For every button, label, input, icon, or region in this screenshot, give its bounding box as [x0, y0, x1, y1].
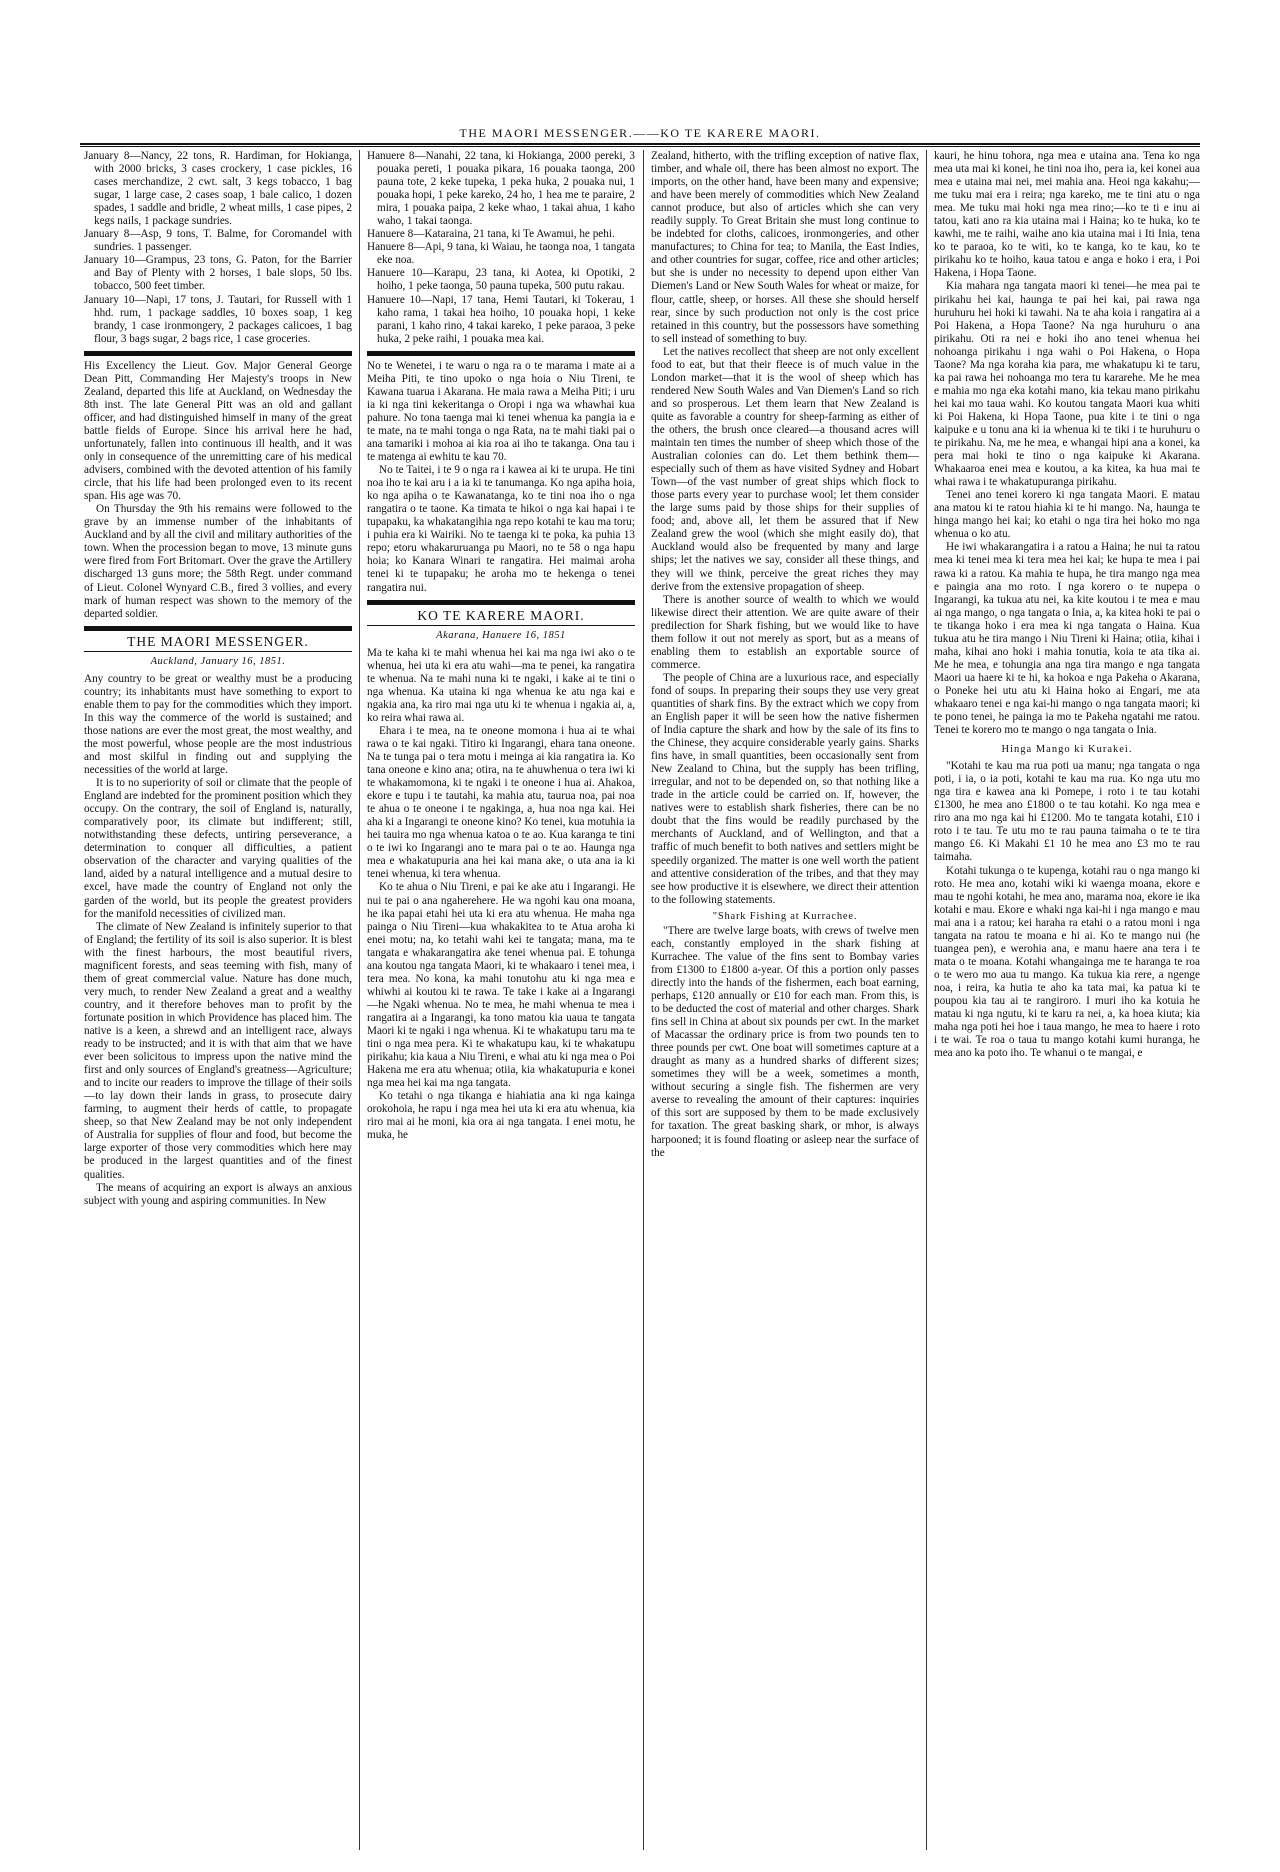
article-paragraph: kauri, he hinu tohora, nga mea e utaina ana. Tena ko nga mea uta mai ki konei, he tini noa iho, pera ia, kei konei aua mea e utaina mai nei, mei mahia ana. Heoi nga kakahu;—me tuku mai era i reira; nga kareko, me te tini atu o nga mea. Me tuku mai hoki nga mea rino;—ko te ti e inu ai tatou, kati ano ra kia utaina mai i Haina; ko te huka, ko te kawhi, me te raihi, waihe ano kia utaina mai i Iti Inia, tena ko te paraoa, ko te witi, ko te kanga, ko te kau, ko te pirikahu ko te hoiho, kaua tatou e anga e hoko i era, i Poi Hakena, i Hopa Taone. [934, 150, 1200, 280]
shipping-entry: January 10—Grampus, 23 tons, G. Paton, for the Barrier and Bay of Plenty with 2 horses, 1 bale slops, 50 lbs. tobacco, 500 feet timber. [84, 254, 352, 293]
column-english-1 [84, 150, 352, 1850]
article-paragraph: Kia mahara nga tangata maori ki tenei—he mea pai te pirikahu hei kai, haunga te pai hei kai, pai rawa nga huruhuru hei hoki ki tawahi. Na te aha koia i rangatira ai a Poi Hakena, a Hopa Taone? Na nga huruhuru o ana pirikahu. Oti ra nei e hoki iho ano tenei whenua hei nohoanga pirikahu i nga wahi o Poi Hakena, o Hopa Taone? Ma nga koraha kia para, me whakatupu ki te taru, ka pai rawa hei nohoanga mo tera tu kararehe. Me he mea e mahia mo nga eka kotahi mano, kia tekau mano pirikahu hei kai mo taua wahi. Ko koutou tangata Maori kua whiti ki Poi Hakena, ki Hopa Taone, pua kite i te tini o nga kaipuke e u tonu ana ki ia whenua ki te tiki i te huruhuru o te pirikahu. Na, me he mea, e whangai hipi ana a konei, ka pera mai hoki te tino o nga kaipuke ki Akarana. Whakaaroa enei mea e koutou, a ka kitea, ka hua mai te whai rawa i te whakatupuranga pirikahu. [934, 280, 1200, 489]
extract-paragraph: "There are twelve large boats, with crews of twelve men each, constantly employed in the shark fishing at Kurrachee. The value of the fins sent to Bombay varies from £1300 to £1800 a-year. Of this a portion only passes directly into the hands of the fishermen, each boat earning, perhaps, £120 annually or £10 for each man. From this, is to be deducted the cost of material and other charges. Shark fins sell in China at about six pounds per cwt. In the market of Macassar the ordinary price is from two pounds ten to three pounds per cwt. One boat will sometimes capture at a draught as many as a hundred sharks of different sizes; sometimes they will be a week, sometimes a month, without securing a single fish. The fishermen are very averse to revealing the amount of their captures: inquiries of this sort are supposed by them to be made exclusively for taxation. The great basking shark, or mhor, is always harpooned; it is found floating or asleep near the surface of the [651, 924, 919, 1159]
shipping-entry: Hanuere 8—Kataraina, 21 tana, ki Te Awamui, he pehi. [367, 228, 615, 241]
section-rule [84, 626, 352, 631]
editorial-paragraph: Ma te kaha ki te mahi whenua hei kai ma nga iwi ako o te whenua, hei uta ki era atu wahi—ma te penei, ka rangatira te whenua. Na te mahi nuna ki te ngaki, i kake ai te tini o nga whenua. Ka utaina ki nga whenua ke atu nga kai e ngakia ana, ka riro mai nga utu ki te whenua i ngakia ai, a, ko reira whai rawa ai. [367, 646, 635, 724]
section-rule [84, 351, 352, 356]
head-rule [80, 143, 1200, 147]
article-paragraph: Tenei ano tenei korero ki nga tangata Maori. E matau ana matou ki te ratou hiahia ki te hi mango. Na, haunga te hinga mango hei kai; ko etahi o nga tira hei hoko mo nga whenua o ko atu. [934, 489, 1200, 541]
masthead-rule [367, 625, 635, 626]
section-rule [367, 600, 635, 605]
shipping-list-maori [367, 150, 635, 346]
editorial-paragraph: Zealand, hitherto, with the trifling exception of native flax, timber, and whale oil, there has been almost no export. The imports, on the other hand, have been many and expensive; and have been merely of commodities which New Zealand cannot produce, but also of articles which she can very readily supply. To Great Britain she must long continue to be indebted for cloths, calicoes, ironmongeries, and other manufactures; to China for tea; to Manila, the East Indies, and other countries for sugar, coffee, rice and other articles; but she is under no necessity to depend upon either Van Diemen's Land or New South Wales for wheat or maize, for flour, cattle, sheep, or horses. All these she should herself rear, since by such production not only is the cost price retained in this country, but the possessors have something to sell instead of something to buy. [651, 150, 919, 345]
shipping-entry: Hanuere 10—Karapu, 23 tana, ki Aotea, ki Opotiki, 2 hoiho, 1 peke taonga, 50 pauna tupeka, 500 putu rakau. [367, 267, 635, 293]
shipping-entry: Hanuere 10—Napi, 17 tana, Hemi Tautari, ki Tokerau, 1 kaho rama, 1 takai hea hoiho, 10 pouaka hopi, 1 keke parani, 1 kaho rino, 4 takai kareko, 1 peke paraoa, 3 peke huka, 2 peke raihi, 1 pouaka mea kai. [367, 293, 635, 345]
editorial-paragraph: It is to no superiority of soil or climate that the people of England are indebted for the prominent position which they occupy. On the contrary, the soil of England is, naturally, comparatively poor, its climate but indifferent; still, notwithstanding these defects, untiring perseverance, a determination to conquer all difficulties, a patient observation of the character and varying qualities of the land, aided by a natural intelligence and a mutual desire to excel, have made the country of England not only the garden of the world, but its people the greatest providers for the manifold necessities of civilized man. [84, 777, 352, 920]
running-head: THE MAORI MESSENGER.——KO TE KARERE MAORI. [459, 126, 821, 140]
obituary-paragraph: No te Wenetei, i te waru o nga ra o te marama i mate ai a Meiha Piti, te tino upoko o nga hoia o Niu Tireni, te Kawana tuarua i Akarana. He maia rawa a Meiha Piti; i uru ia ki nga tini kekeritanga o Oropi i nga wa whawhai kua pahure. No tona taenga mai ki tenei whenua ka pangia ia e te mate, na te mahi tonga o nga Rata, na te mahi tiaki pai o ana tamariki i mohoa ai kia roa ai iho te takanga. Ona tau i te matenga ai ewhitu te kau 70. [367, 359, 635, 464]
masthead-english: THE MAORI MESSENGER. [127, 633, 309, 649]
obituary-paragraph: On Thursday the 9th his remains were followed to the grave by an immense number of the inhabitants of Auckland and by all the civil and military authorities of the town. When the procession began to move, 13 minute guns were fired from Fort Britomart. Over the grave the Artillery discharged 13 guns more; the 58th Regt. under command of Lieut. Colonel Wynyard C.B., fired 3 vollies, and every mark of human respect was shown to the memory of the departed soldier. [84, 503, 352, 620]
shipping-entry: Hanuere 8—Api, 9 tana, ki Waiau, he taonga noa, 1 tangata eke noa. [367, 241, 635, 267]
column-rule [926, 150, 927, 1850]
extract-paragraph: Kotahi tukunga o te kupenga, kotahi rau o nga mango ki roto. He mea ano, kotahi wiki ki waenga moana, ekore e mau te ngohi kotahi, he mea ano, marama noa, ekore ie ika kotahi e mau. Ekore e whaki nga kai-hi i nga mango e mau mai ana i a ratou; kei haraha ra etahi o a ratou moni i nga tangata na ratou te moana e hi ai. Ko te mango nui (he tuangea pen), e werohia ana, e manu haere ana tera i te mata o te moana. Kotahi whangainga me te haranga te roa o te wero mo aua tu mango. Ka tukua kia rere, a ngenge noa, i reira, ka hutia te aho ka tata mai, ka patua ki te poupou kia tau ai te rangiroro. I muri iho ka kotuia he matau ki nga ngutu, ki te karu ra nei, a, ka hoea kiuta; kia maha nga poti hei hoe i taua mango, he mea to haere i roto i te wai. Te roa o taua tu mango kotahi kumi huranga, he mea ano ka poto iho. Te whanui o te mangai, e [934, 864, 1200, 1060]
editorial-paragraph: The means of acquiring an export is always an anxious subject with young and aspiring communities. In New [84, 1181, 352, 1207]
masthead-maori: KO TE KARERE MAORI. [417, 607, 585, 623]
dateline-english: Auckland, January 16, 1851. [150, 655, 286, 667]
shipping-entry: January 8—Nancy, 22 tons, R. Hardiman, for Hokianga, with 2000 bricks, 3 cases crockery, 1 case pickles, 16 cases merchandize, 2 cwt. salt, 3 kegs tobacco, 1 bag sugar, 1 large case, 2 cases soap, 1 bale calico, 1 dozen spades, 1 saddle and bridle, 2 wheat mills, 1 case pipes, 2 kegs nails, 1 package sundries. [84, 150, 352, 228]
shipping-entry: January 10—Napi, 17 tons, J. Tautari, for Russell with 1 hhd. rum, 1 package saddles, 10 boxes soap, 1 keg brandy, 1 case ironmongery, 2 packages calicoes, 1 bag flour, 3 bags sugar, 2 bags rice, 1 case groceries. [84, 293, 352, 345]
column-rule [359, 150, 360, 1850]
editorial-paragraph: Ko tetahi o nga tikanga e hiahiatia ana ki nga kainga orokohoia, he rapu i nga mea hei uta ki era atu whenua, kia riro mai ai he moni, kia ora ai nga tangata. I enei motu, he muka, he [367, 1090, 635, 1142]
editorial-paragraph: The people of China are a luxurious race, and especially fond of soups. In preparing their soups they use very great quantities of shark fins. By the extract which we copy from an English paper it will be seen how the native fishermen of India capture the shark and how by the sale of its fins to the Chinese, they acquire considerable yearly gains. Sharks fins have, in small quantities, been occasionally sent from New Zealand to China, but the supply has been trifling, irregular, and not to be depended on, so that nothing like a trade in the article could be carried on. If, however, the natives were to establish shark fisheries, there can be no doubt that the fins would be readily purchased by the merchants of Auckland, and of Wellington, and that a traffic of much benefit to both natives and settlers might be speedily organized. The matter is one well worth the patient and attentive consideration of the tribes, and that they may see how productive it is elsewhere, we direct their attention to the following statements. [651, 671, 919, 906]
shipping-entry: January 8—Asp, 9 tons, T. Balme, for Coromandel with sundries. 1 passenger. [84, 228, 352, 254]
editorial-paragraph: Ko te ahua o Niu Tireni, e pai ke ake atu i Ingarangi. He nui te pai o ana ngaherehere. He wa ngohi kau ona moana, he ika papai etahi hei uta ki era atu whenua. He maha nga painga o Niu Tireni—kua whakakitea to te Atua aroha ki enei motu; na, ko tetahi wahi kei te tangata; mana, ma te tangata e whakarangatira ake tenei whenua pai. E tohunga ana koutou nga tangata Maori, ki te whakaaro i tenei mea, i tera mea. No kona, ka mahi tonutohu atu ki nga mea e whiwhi ai koutou ki te rawa. Te take i kake ai a Ingarangi—he Ngaki whenua. No te mea, he mahi whenua te mea i rangatira ai a Ingarangi, ka tono matou kia uaua te tangata Maori ki te ngaki i nga whenua. Ki te whakatupu taru ma te tini o nga mea pera. Ki te whakatupu kau, ki te whakatupu pirikahu; kia kaua a Niu Tireni, e whai atu ki nga mea o Poi Hakena me era atu whenua; otiia, kia whakatupuria e konei nga mea hei kai ma nga tangata. [367, 881, 635, 1090]
masthead-rule [84, 651, 352, 652]
extract-paragraph: "Kotahi te kau ma rua poti ua manu; nga tangata o nga poti, i ia, o ia poti, kotahi te kau ma rua. Ko nga utu mo nga tira e kawea ana ki Pomepe, i roto i te tau kotahi £1300, he mea ano £1800 o te tau kotahi. Ko nga mea e riro ana mo nga kai hi £1200. Mo te tangata kotahi, £10 i roto i te tau. Te utu mo te rau pauna taimaha o te te tira mango £6. Ki Makahi £1 10 he mea ano £3 mo te rau taimaha. [934, 760, 1200, 864]
column-rule [643, 150, 644, 1850]
column-english-2 [651, 150, 919, 1850]
editorial-paragraph: The climate of New Zealand is infinitely superior to that of England; the fertility of its soil is also superior. It is blest with the finest harbours, the most beautiful rivers, magnificent forests, and seas teeming with fish, many of them of great commercial value. Nature has done much, very much, to render New Zealand a great and a wealthy country, and it therefore behoves man to profit by the fortunate position in which Providence has placed him. The native is a keen, a shrewd and an intelligent race, always ready to be instructed; and it is with that aim that we have ever been solicitous to impress upon the native mind the first and only sources of England's greatness—Agriculture; and to incite our readers to improve the tillage of their soils—to lay down their lands in grass, to prosecute dairy farming, to augment their herds of cattle, to propagate sheep, so that New Zealand may be not only independent of Australia for supplies of flour and food, but become the large exporter of those very commodities which here may be produced in the largest quantities and of the finest qualities. [84, 920, 352, 1181]
shipping-list [84, 150, 352, 346]
obituary-paragraph: No te Taitei, i te 9 o nga ra i kawea ai ki te urupa. He tini noa iho te kai aru i a ia ki te tanumanga. Ko nga apiha hoia, ko nga apiha o te Kawanatanga, ko te tini noa iho o nga rangatira o te taone. Ka timata te hikoi o nga kai hapai i te tupapaku, ka whakatangihia nga repo kotahi te kau ma toru; i puhia era ki Wairiki. No te taenga ki te poka, ka puhia 13 repo; etoru whakaruruanga pu Maori, no te 58 o nga hapu hoia; ko Kanara Winari te rangatira. Hei maimai aroha tenei ki te tupapaku; he aroha mo te hekenga o tenei rangatira nui. [367, 464, 635, 594]
dateline-maori: Akarana, Hanuere 16, 1851 [436, 629, 566, 641]
obituary-paragraph: His Excellency the Lieut. Gov. Major General George Dean Pitt, Commanding Her Majesty's troops in New Zealand, departed this life at Auckland, on Wednesday the 8th inst. The late General Pitt was an old and gallant officer, and had distinguished himself in many of the great battle fields of Europe. Since his arrival here he had, unfortunately, fallen into continuous ill health, and it was only in consequence of the unremitting care of his medical advisers, combined with the devoted attention of his family circle, that his life had been prolonged even to its recent span. His age was 70. [84, 359, 352, 503]
shipping-entry: Hanuere 8—Nanahi, 22 tana, ki Hokianga, 2000 pereki, 3 pouaka pereti, 1 pouaka pikara, 16 pouaka taonga, 200 pauna tote, 2 keke tupeka, 1 peka huka, 2 pouaka nui, 1 pouaka hopi, 1 peke kareko, 24 ho, 1 hea me te paraire, 2 mira, 1 pouaka paipa, 2 keke whao, 1 takai ahua, 1 kaho waho, 1 takai taonga. [367, 150, 635, 228]
column-maori-2 [934, 150, 1200, 1850]
editorial-paragraph: Let the natives recollect that sheep are not only excellent food to eat, but that their fleece is of much value in the London market—that it is the wool of sheep which has rendered New South Wales and Van Diemen's Land so rich and so prosperous. Let them learn that New Zealand is quite as favorable a country for sheep-farming as either of the others, the brush once cleared—a thousand acres will maintain ten times the number of sheep which those of the Australian colonies can do. Let them bethink them—especially such of them as have visited Sydney and Hobart Town—of the vast number of great ships which flock to those parts every year to purchase wool; let them consider the large sums paid by those ships for their supplies of food; and, above all, let them be assured that if New Zealand grew the wool (which she might easily do), that Auckland would also be frequented by many and large ships; let the natives we say, consider all these things, and they will we think, perceive the great riches they may derive from the extensive propagation of sheep. [651, 345, 919, 593]
section-rule [367, 351, 635, 356]
editorial-paragraph: There is another source of wealth to which we would likewise direct their attention. We are quite aware of their predilection for Shark fishing, but we would like to have them follow it out not merely as sport, but as a means of enabling them to establish an exportable source of commerce. [651, 593, 919, 671]
article-paragraph: He iwi whakarangatira i a ratou a Haina; he nui ta ratou mea ki tenei mea ki tera mea hei kai; ke hupa te mea i pai rawa ki a ratou. Ka mahia te hupa, he tira mango nga mea e paingia ana mo roto. I nga korero o te nupepa o Ingarangi, ka tukua atu nei, ka kite koutou i te mea e mau ai nga mango, o nga tangata o Inia, a, ka kitea hoki te pai o te tikanga hoko i era mea ki nga tangata o Haina. Kua tukua atu he tira mango i Niu Tireni ki Haina; otiia, kihai i maha, kihai ano hoki i mahia tonutia, koia te ata tika ai. Me he mea, e tohungia ana nga tira mango e nga tangata Maori ua haere ki te hi, ka hokoa e nga Pakeha o Akarana, o Poneke hei utu atu ki Haina hoko ai Engari, me ata whakaaro tenei e nga kai-hi mango o nga tangata maori; ki te pono tenei, he painga ia mo te Pakeha ngatahi me ratou. Tenei te korero mo te mango o nga tangata o Inia. [934, 541, 1200, 737]
column-maori-1 [367, 150, 635, 1850]
editorial-paragraph: Ehara i te mea, na te oneone momona i hua ai te whai rawa o te kai ngaki. Titiro ki Ingarangi, ehara tana oneone. Na te tunga pai o tera motu i meinga ai kia rangatira ia. Ko tana oneone e kino ana; otira, na te ahuwhenua o tera iwi ki te whakamomona, ki te ngaki i te oneone i hua ai. Ahakoa, ekore e tupu i te tautahi, ka mahia atu, taurua noa, pai noa te ahua o te oneone i te ngakinga, a, hua noa nga kai. Hei aha ki a Ingarangi te oneone kino? Ko tenei, kua motuhia ia hei tauira mo nga whenua katoa o te ao. Kua karanga te tini o te iwi ko Ingarangi ano te mara pai o te ao. Haunga nga mea e whakatupuria ana hei kai mana ake, o uta ana ia ki tenei whenua, ki tera whenua. [367, 724, 635, 881]
editorial-paragraph: Any country to be great or wealthy must be a producing country; its inhabitants must have something to export to enable them to pay for the commodities which they import. In this way the commerce of the world is sustained; and those nations are ever the most great, the most wealthy, and the most powerful, whose people are the most industrious and most skilful in finding out and supplying the necessities of the world at large. [84, 672, 352, 777]
extract-heading-maori: Hinga Mango ki Kurakei. [1001, 744, 1133, 756]
extract-heading: "Shark Fishing at Kurrachee. [712, 910, 858, 922]
